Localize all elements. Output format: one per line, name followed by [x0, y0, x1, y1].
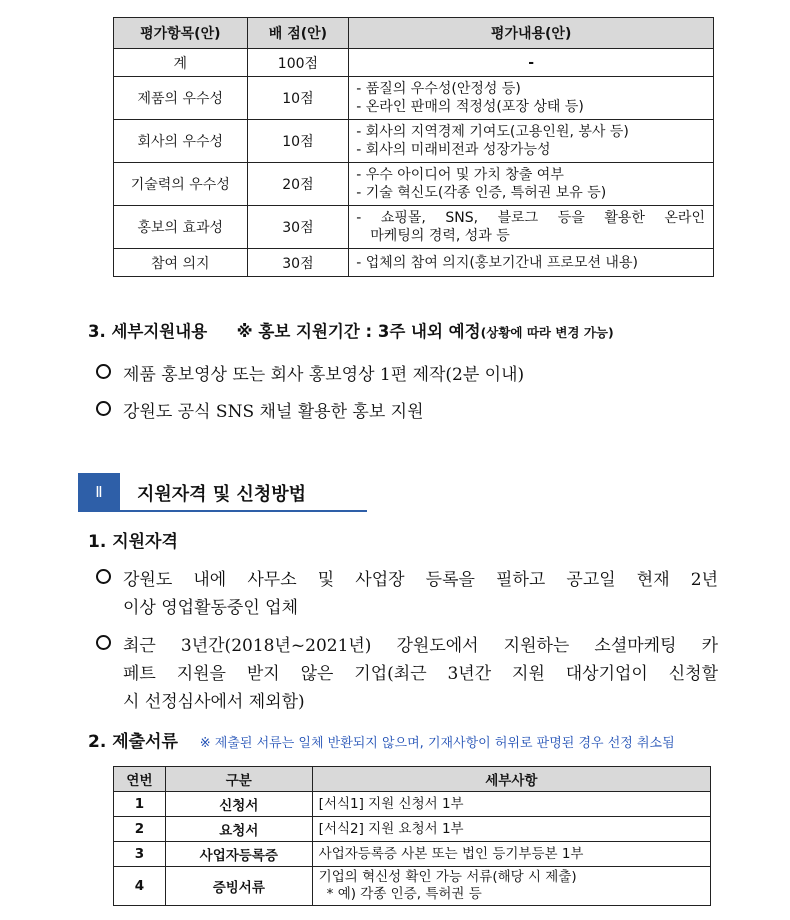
- documents-table-header: [114, 767, 711, 792]
- bullet-text: 강원도 내에 사무소 및 사업장 등록을 필하고 공고일 현재 2년: [123, 570, 718, 590]
- row-score: 30점: [247, 206, 349, 249]
- row-score: 20점: [247, 163, 349, 206]
- desc-line: - 온라인 판매의 적정성(포장 상태 등): [356, 99, 584, 115]
- table-row: [114, 49, 714, 77]
- row-desc: [349, 120, 714, 163]
- row-desc: [349, 77, 714, 120]
- bullet-text: 제품 홍보영상 또는 회사 홍보영상 1편 제작(2분 이내): [123, 365, 525, 385]
- row-score: 10점: [247, 120, 349, 163]
- row-detail: [312, 867, 710, 906]
- documents-title: 2. 제출서류: [88, 732, 178, 752]
- row-score: 100점: [247, 49, 349, 77]
- row-no: 3: [114, 842, 166, 867]
- row-item: 홍보의 효과성: [114, 206, 248, 249]
- desc-line: - 업체의 참여 의지(홍보기간내 프로모션 내용): [356, 254, 638, 271]
- qualification-title: 1. 지원자격: [88, 532, 178, 552]
- desc-line: - 기술 혁신도(각종 인증, 특허권 보유 등): [356, 185, 607, 201]
- row-desc: -: [349, 49, 714, 77]
- documents-note: ※ 제출된 서류는 일체 반환되지 않으며, 기재사항이 허위로 판명된 경우 선정 취소됨: [199, 736, 675, 751]
- circle-bullet-icon: [96, 401, 111, 416]
- section3-period-note: ※ 홍보 지원기간 : 3주 내외 예정: [236, 322, 481, 341]
- desc-line: 마케팅의 경력, 성과 등: [370, 228, 510, 244]
- list-item: [96, 632, 716, 716]
- row-type: 사업자등록증: [165, 842, 312, 867]
- list-item: [96, 566, 716, 622]
- row-type: 신청서: [165, 792, 312, 817]
- table-row: [114, 120, 714, 163]
- row-no: 1: [114, 792, 166, 817]
- desc-line: - 회사의 미래비전과 성장가능성: [356, 142, 551, 158]
- circle-bullet-icon: [96, 569, 111, 584]
- section-number-badge: Ⅱ: [78, 473, 120, 511]
- table-row: [114, 842, 711, 867]
- row-item: 참여 의지: [114, 249, 248, 277]
- header-type: 구분: [165, 767, 312, 792]
- header-score: 배 점(안): [247, 18, 349, 49]
- table-row: [114, 867, 711, 906]
- section3-period-note-small: (상황에 따라 변경 가능): [480, 325, 614, 340]
- bullet-text: 최근 3년간(2018년~2021년) 강원도에서 지원하는 소셜마케팅 카: [123, 636, 718, 656]
- list-item: [96, 360, 524, 385]
- evaluation-table-header: [114, 18, 714, 49]
- row-item: 계: [114, 49, 248, 77]
- section-title: 지원자격 및 신청방법: [137, 484, 307, 505]
- desc-line: - 회사의 지역경제 기여도(고용인원, 봉사 등): [356, 124, 629, 140]
- bullet-text: 페트 지원을 받지 않은 기업(최근 3년간 지원 대상기업이 신청할: [123, 664, 718, 684]
- header-no: 연번: [114, 767, 166, 792]
- bullet-text: 강원도 공식 SNS 채널 활용한 홍보 지원: [123, 402, 424, 422]
- bullet-text: 시 선정심사에서 제외함): [123, 692, 305, 712]
- section3-heading: [88, 318, 614, 342]
- row-type: 증빙서류: [165, 867, 312, 906]
- row-score: 30점: [247, 249, 349, 277]
- row-desc: [349, 206, 714, 249]
- row-score: 10점: [247, 77, 349, 120]
- list-item: [96, 397, 424, 422]
- row-desc: [349, 163, 714, 206]
- table-row: [114, 249, 714, 277]
- documents-heading: [88, 727, 675, 752]
- detail-line: * 예) 각종 인증, 특허권 등: [326, 886, 482, 902]
- desc-line: - 쇼핑몰, SNS, 블로그 등을 활용한 온라인: [356, 210, 705, 226]
- row-type: 요청서: [165, 817, 312, 842]
- row-item: 기술력의 우수성: [114, 163, 248, 206]
- row-detail: 사업자등록증 사본 또는 법인 등기부등본 1부: [312, 842, 710, 867]
- desc-line: - 품질의 우수성(안정성 등): [356, 81, 521, 97]
- table-row: [114, 817, 711, 842]
- header-detail: 세부사항: [312, 767, 710, 792]
- row-item: 제품의 우수성: [114, 77, 248, 120]
- section3-title: 3. 세부지원내용: [88, 322, 208, 341]
- header-item: 평가항목(안): [114, 18, 248, 49]
- table-row: [114, 792, 711, 817]
- header-content: 평가내용(안): [349, 18, 714, 49]
- row-detail: [서식1] 지원 신청서 1부: [312, 792, 710, 817]
- evaluation-table: [113, 17, 714, 277]
- row-desc: [349, 249, 714, 277]
- table-row: [114, 77, 714, 120]
- bullet-text: 이상 영업활동중인 업체: [123, 598, 299, 618]
- row-item: 회사의 우수성: [114, 120, 248, 163]
- table-row: [114, 206, 714, 249]
- detail-line: 기업의 혁신성 확인 가능 서류(해당 시 제출): [318, 869, 577, 885]
- desc-line: - 우수 아이디어 및 가치 창출 여부: [356, 167, 564, 183]
- circle-bullet-icon: [96, 635, 111, 650]
- table-row: [114, 163, 714, 206]
- section-underline: [78, 510, 367, 512]
- row-no: 2: [114, 817, 166, 842]
- documents-table: [113, 766, 711, 906]
- row-no: 4: [114, 867, 166, 906]
- circle-bullet-icon: [96, 364, 111, 379]
- row-detail: [서식2] 지원 요청서 1부: [312, 817, 710, 842]
